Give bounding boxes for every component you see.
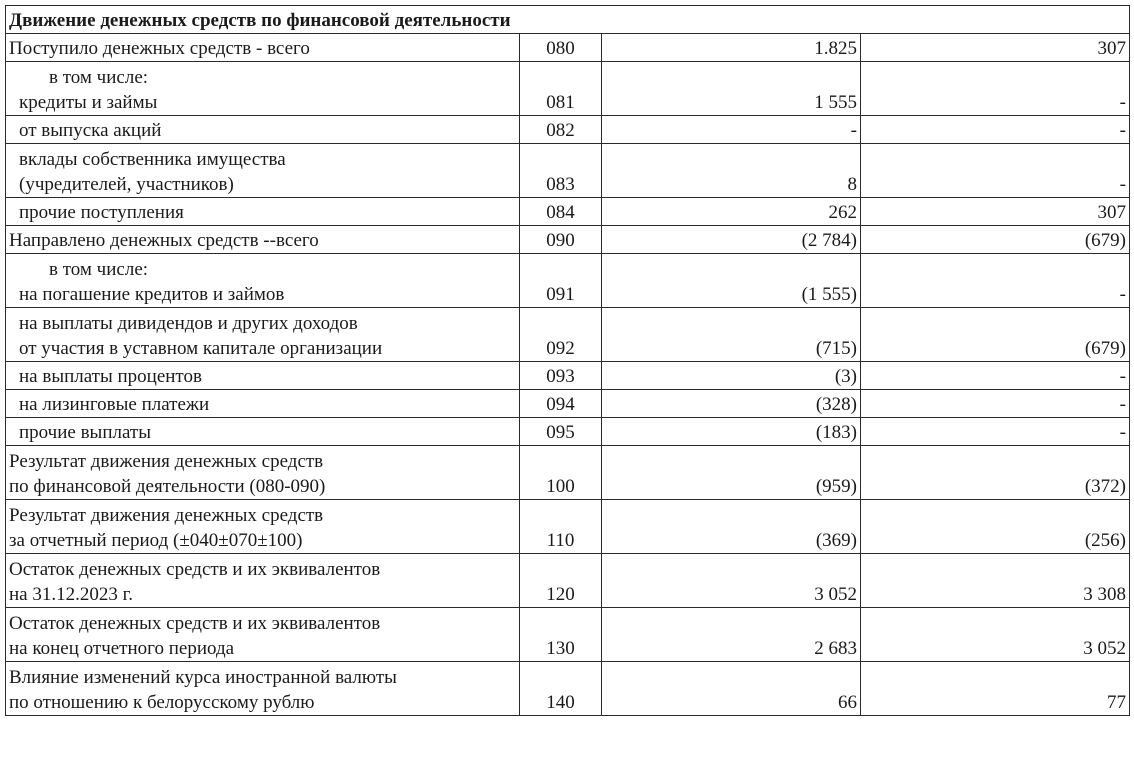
table-row [6, 144, 1130, 198]
previous-period-value: 307 [861, 198, 1130, 226]
current-period-value: 8 [602, 144, 861, 198]
indicator-name-cell [6, 116, 520, 144]
indicator-name-cell [6, 254, 520, 308]
current-period-value: (715) [602, 308, 861, 362]
table-row [6, 116, 1130, 144]
current-period-value: - [602, 116, 861, 144]
cash-flow-financing-table [5, 5, 1130, 716]
indicator-name-cell [6, 34, 520, 62]
previous-period-value: (372) [861, 446, 1130, 500]
current-period-value: (959) [602, 446, 861, 500]
table-row [6, 254, 1130, 308]
indicator-name-line: Влияние изменений курса иностранной валюты [9, 667, 397, 688]
previous-period-value: 3 052 [861, 608, 1130, 662]
table-row [6, 500, 1130, 554]
indicator-name-line: прочие выплаты [19, 422, 151, 443]
table-row [6, 198, 1130, 226]
previous-period-value: - [861, 254, 1130, 308]
indicator-name-line: Остаток денежных средств и их эквивалентов [9, 559, 381, 580]
table-row [6, 608, 1130, 662]
indicator-name-line: в том числе: [49, 259, 149, 280]
current-period-value: 66 [602, 662, 861, 716]
line-code-cell: 090 [520, 226, 602, 254]
indicator-name-line: (учредителей, участников) [19, 174, 234, 195]
previous-period-value: - [861, 144, 1130, 198]
table-row [6, 308, 1130, 362]
previous-period-value: - [861, 116, 1130, 144]
line-code-cell: 140 [520, 662, 602, 716]
indicator-name-line: на выплаты дивидендов и других доходов [19, 313, 358, 334]
indicator-name-line: от выпуска акций [19, 120, 162, 141]
indicator-name-cell [6, 554, 520, 608]
table-row [6, 226, 1130, 254]
indicator-name-line: Направлено денежных средств --всего [9, 230, 319, 251]
current-period-value: (2 784) [602, 226, 861, 254]
current-period-value: (3) [602, 362, 861, 390]
previous-period-value: - [861, 62, 1130, 116]
line-code-cell: 130 [520, 608, 602, 662]
indicator-name-cell [6, 500, 520, 554]
indicator-name-cell [6, 308, 520, 362]
previous-period-value: - [861, 418, 1130, 446]
indicator-name-line: Остаток денежных средств и их эквивалентов [9, 613, 381, 634]
indicator-name-line: по отношению к белорусскому рублю [9, 692, 315, 713]
indicator-name-line: на лизинговые платежи [19, 394, 210, 415]
table-row [6, 390, 1130, 418]
indicator-name-line: на погашение кредитов и займов [19, 284, 285, 305]
indicator-name-line: вклады собственника имущества [19, 149, 286, 170]
indicator-name-cell [6, 662, 520, 716]
current-period-value: 1.825 [602, 34, 861, 62]
indicator-name-cell [6, 144, 520, 198]
current-period-value: (369) [602, 500, 861, 554]
indicator-name-cell [6, 608, 520, 662]
indicator-name-cell [6, 198, 520, 226]
indicator-name-cell [6, 418, 520, 446]
previous-period-value: 3 308 [861, 554, 1130, 608]
table-row [6, 554, 1130, 608]
line-code-cell: 082 [520, 116, 602, 144]
previous-period-value: 307 [861, 34, 1130, 62]
current-period-value: (1 555) [602, 254, 861, 308]
indicator-name-line: в том числе: [49, 67, 149, 88]
line-code-cell: 081 [520, 62, 602, 116]
previous-period-value: (679) [861, 226, 1130, 254]
indicator-name-line: Поступило денежных средств - всего [9, 38, 310, 59]
indicator-name-cell [6, 390, 520, 418]
line-code-cell: 080 [520, 34, 602, 62]
current-period-value: (328) [602, 390, 861, 418]
previous-period-value: - [861, 362, 1130, 390]
indicator-name-cell [6, 62, 520, 116]
current-period-value: 3 052 [602, 554, 861, 608]
line-code-cell: 093 [520, 362, 602, 390]
indicator-name-line: прочие поступления [19, 202, 184, 223]
indicator-name-cell [6, 226, 520, 254]
indicator-name-line: за отчетный период (±040±070±100) [9, 530, 303, 551]
table-row [6, 34, 1130, 62]
indicator-name-cell [6, 446, 520, 500]
indicator-name-line: Результат движения денежных средств [9, 451, 324, 472]
line-code-cell: 083 [520, 144, 602, 198]
line-code-cell: 094 [520, 390, 602, 418]
indicator-name-line: на конец отчетного периода [9, 638, 235, 659]
indicator-name-line: Результат движения денежных средств [9, 505, 324, 526]
current-period-value: (183) [602, 418, 861, 446]
previous-period-value: 77 [861, 662, 1130, 716]
current-period-value: 2 683 [602, 608, 861, 662]
previous-period-value: (256) [861, 500, 1130, 554]
current-period-value: 262 [602, 198, 861, 226]
table-row [6, 662, 1130, 716]
indicator-name-cell [6, 362, 520, 390]
indicator-name-line: кредиты и займы [19, 92, 158, 113]
table-row [6, 362, 1130, 390]
line-code-cell: 091 [520, 254, 602, 308]
line-code-cell: 110 [520, 500, 602, 554]
line-code-cell: 120 [520, 554, 602, 608]
line-code-cell: 100 [520, 446, 602, 500]
table-row [6, 446, 1130, 500]
line-code-cell: 084 [520, 198, 602, 226]
indicator-name-line: на 31.12.2023 г. [9, 584, 134, 605]
indicator-name-line: от участия в уставном капитале организации [19, 338, 383, 359]
line-code-cell: 095 [520, 418, 602, 446]
table-row [6, 418, 1130, 446]
previous-period-value: - [861, 390, 1130, 418]
section-header-row [6, 6, 1130, 34]
indicator-name-line: по финансовой деятельности (080-090) [9, 476, 326, 497]
section-title: Движение денежных средств по финансовой деятельности [6, 6, 1130, 34]
previous-period-value: (679) [861, 308, 1130, 362]
current-period-value: 1 555 [602, 62, 861, 116]
table-row [6, 62, 1130, 116]
indicator-name-line: на выплаты процентов [19, 366, 202, 387]
line-code-cell: 092 [520, 308, 602, 362]
